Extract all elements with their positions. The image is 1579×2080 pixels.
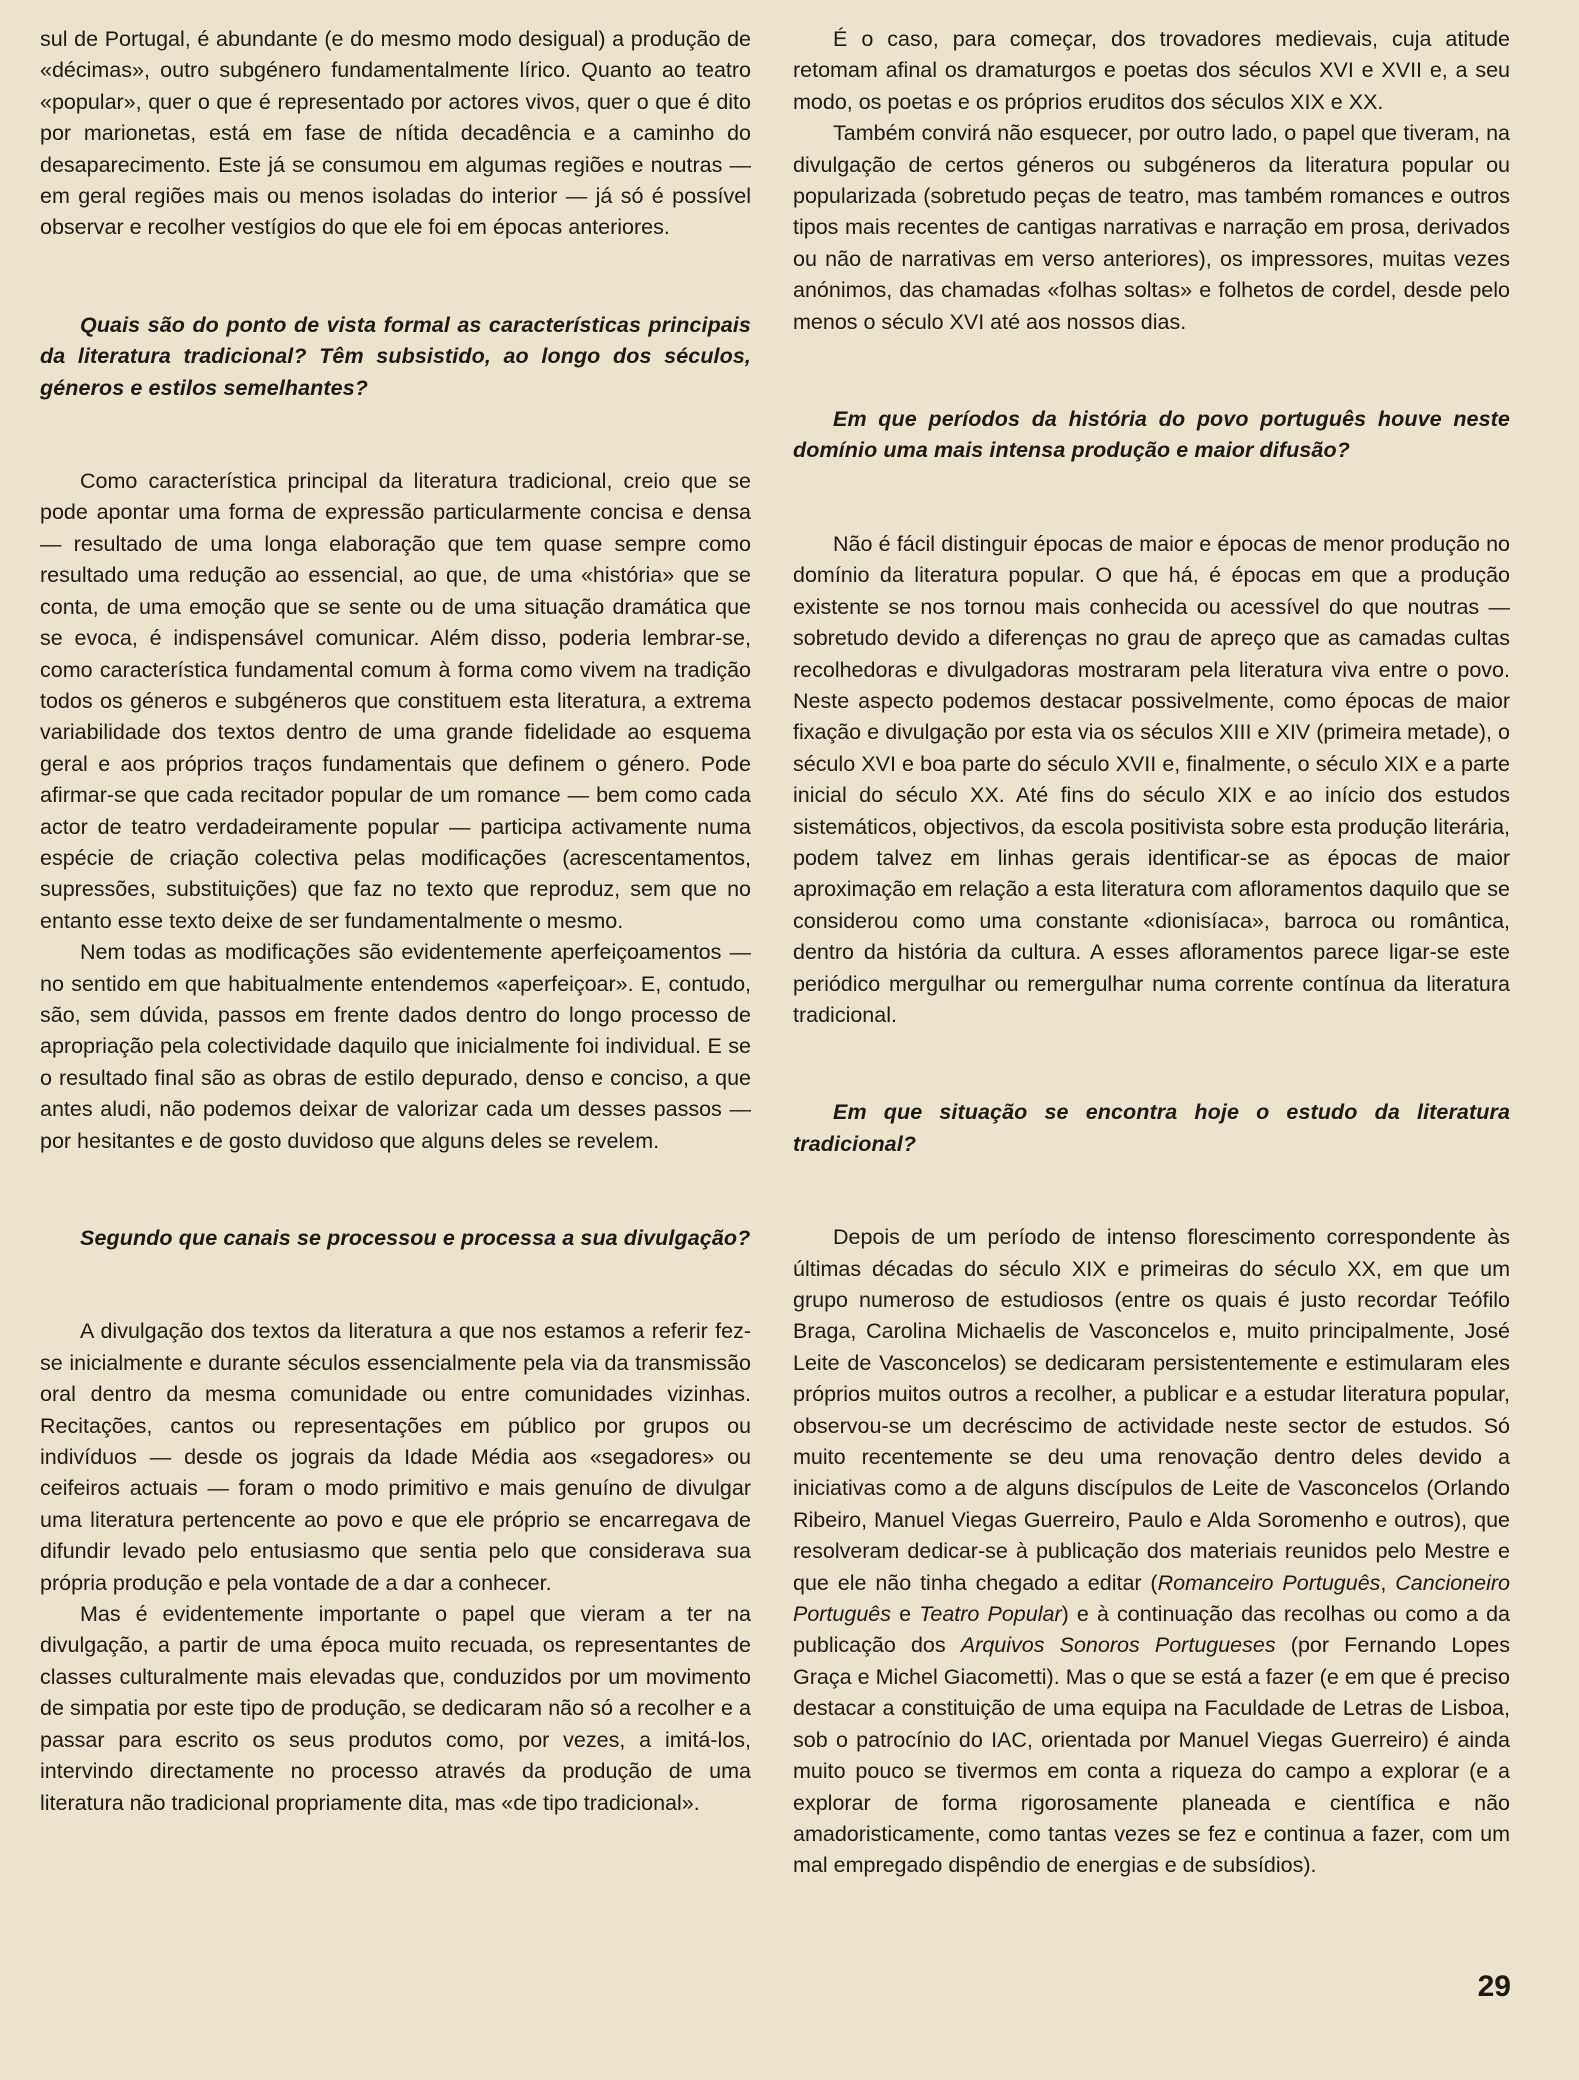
interview-question: Em que situação se encontra hoje o estudo da literatura tradicional? [793, 1100, 1510, 1156]
spacer [40, 1157, 751, 1223]
body-paragraph: Mas é evidentemente importante o papel que vieram a ter na divulgação, a partir de uma época muito recuada, os representantes de classes culturalmente mais elevadas que, conduzidos por um movimento de simpatia por este tipo de produção, se dedicaram não só a recolher e a passar para escrito os seus produtos como, por vezes, a imitá-los, intervindo directamente no processo através da produção de uma literatura não tradicional propriamente dita, mas «de tipo tradicional». [40, 1602, 751, 1815]
work-title: Arquivos Sonoros Portugueses [960, 1633, 1276, 1658]
page-number: 29 [1477, 1970, 1511, 2003]
body-paragraph [793, 1222, 1510, 1882]
body-paragraph: A divulgação dos textos da literatura a que nos estamos a referir fez-se inicialmente e durante séculos essencialmente pela via da transmissão oral dentro da mesma comunidade ou entre comunidades vizinhas. Recitações, cantos ou representações em público por grupos ou indivíduos — desde os jograis da Idade Média aos «segadores» ou ceifeiros actuais — foram o modo primitivo e mais genuíno de divulgar uma literatura pertencente ao povo e que ele próprio se encarregava de difundir levado pelo entusiasmo que sentia pelo que considerava sua própria produção e pela vontade de a dar a conhecer. [40, 1319, 751, 1595]
body-paragraph: sul de Portugal, é abundante (e do mesmo modo desigual) a produção de «décimas», outro subgénero fundamentalmente lírico. Quanto ao teatro «popular», quer o que é representado por actores vivos, quer o que é dito por marionetas, está em fase de nítida decadência e a caminho do desaparecimento. Este já se consumou em algumas regiões e noutras — em geral regiões mais ou menos isoladas do interior — já só é possível observar e recolher vestígios do que ele foi em épocas anteriores. [40, 27, 751, 240]
paragraph-text: ) e à continuação das recolhas ou como a da publicação dos [793, 1602, 1510, 1658]
work-title: Teatro Popular [919, 1602, 1062, 1627]
interview-question: Quais são do ponto de vista formal as características principais da literatura tradicional? Têm subsistido, ao longo dos séculos, géneros e estilos semelhantes? [40, 312, 751, 400]
right-column [793, 24, 1510, 1882]
interview-question: Segundo que canais se processou e processa a sua divulgação? [80, 1226, 751, 1250]
paragraph-text: (por Fernando Lopes Graça e Michel Giacometti). Mas o que se está a fazer (e em que é preciso destacar a constituição de uma equipa na Faculdade de Letras de Lisboa, sob o patrocínio do IAC, orientada por Manuel Viegas Guerreiro) é ainda muito pouco se tivermos em conta a riqueza do campo a explorar (e a explorar de forma rigorosamente planeada e científica e não amadoristicamente, como tantas vezes se fez e continua a fazer, com um mal empregado dispêndio de energias e de subsídios). [793, 1633, 1510, 1878]
work-title: Romanceiro Português [1157, 1570, 1381, 1595]
body-paragraph: Nem todas as modificações são evidentemente aperfeiçoamentos — no sentido em que habitualmente entendemos «aperfeiçoar». E, contudo, são, sem dúvida, passos em frente dados dentro do longo processo de apropriação pela colectividade daquilo que inicialmente foi individual. E se o resultado final são as obras de estilo depurado, denso e conciso, a que antes aludi, não podemos deixar de valorizar cada um desses passos — por hesitantes e de gosto duvidoso que alguns deles se revelem. [40, 940, 751, 1153]
spacer [793, 338, 1510, 404]
paragraph-text: Depois de um período de intenso florescimento correspondente às últimas décadas do século XIX e primeiras do século XX, em que um grupo numeroso de estudiosos (entre os quais é justo recordar Teófilo Braga, Carolina Michaelis de Vasconcelos e, muito principalmente, José Leite de Vasconcelos) se dedicaram persistentemente e estimularam eles próprios muitos outros a recolher, a publicar e a estudar literatura popular, observou-se um decréscimo de actividade neste sector de estudos. Só muito recentemente se deu uma renovação dentro deles devido a iniciativas como a de alguns discípulos de Leite de Vasconcelos (Orlando Ribeiro, Manuel Viegas Guerreiro, Paulo e Alda Soromenho e outros), que resolveram dedicar-se à publicação dos materiais reunidos pelo Mestre e que ele não tinha chegado a editar ( [793, 1225, 1510, 1595]
body-paragraph: É o caso, para começar, dos trovadores medievais, cuja atitude retomam afinal os dramaturgos e poetas dos séculos XVI e XVII e, a seu modo, os poetas e os próprios eruditos dos séculos XIX e XX. [793, 27, 1510, 114]
spacer [40, 404, 751, 466]
spacer [40, 244, 751, 310]
spacer [40, 1254, 751, 1316]
spacer [793, 1160, 1510, 1222]
body-paragraph: Como característica principal da literatura tradicional, creio que se pode apontar uma forma de expressão particularmente concisa e densa — resultado de uma longa elaboração que tem quase sempre como resultado uma redução ao essencial, ao que, de uma «história» que se conta, de uma emoção que se sente ou de uma situação dramática que se evoca, é indispensável comunicar. Além disso, poderia lembrar-se, como característica fundamental comum à forma como vivem na tradição todos os géneros e subgéneros que constituem esta literatura, a extrema variabilidade dos textos dentro de uma grande fidelidade ao esquema geral e aos próprios traços fundamentais que definem o género. Pode afirmar-se que cada recitador popular de um romance — bem como cada actor de teatro verdadeiramente popular — participa activamente numa espécie de criação colectiva pelas modificações (acrescentamentos, supressões, substituições) que faz no texto que reproduz, sem que no entanto esse texto deixe de ser fundamentalmente o mesmo. [40, 469, 751, 933]
work-title: Cancioneiro Português [793, 1570, 1510, 1627]
left-column [40, 24, 751, 1819]
body-paragraph: Também convirá não esquecer, por outro lado, o papel que tiveram, na divulgação de certos géneros ou subgéneros da literatura popular ou popularizada (sobretudo peças de teatro, mas também romances e outros tipos mais recentes de cantigas narrativas e narração em prosa, derivados ou não de narrativas em verso anteriores), os impressores, muitas vezes anónimos, das chamadas «folhas soltas» e folhetos de cordel, desde pelo menos o século XVI até aos nossos dias. [793, 121, 1510, 334]
body-paragraph: Não é fácil distinguir épocas de maior e épocas de menor produção no domínio da literatura popular. O que há, é épocas em que a produção existente se nos tornou mais conhecida ou acessível do que noutras — sobretudo devido a diferenças no grau de apreço que as camadas cultas recolhedoras e divulgadoras mostraram pela literatura viva entre o povo. Neste aspecto podemos destacar possivelmente, como épocas de maior fixação e divulgação por esta via os séculos XIII e XIV (primeira metade), o século XVI e boa parte do século XVII e, finalmente, o século XIX e a parte inicial do século XX. Até fins do século XIX e ao início dos estudos sistemáticos, objectivos, da escola positivista sobre esta produção literária, podem talvez em linhas gerais identificar-se as épocas de maior aproximação em relação a esta literatura com afloramentos daquilo que se considerou como uma constante «dionisíaca», barroca ou romântica, dentro da história da cultura. A esses afloramentos parece ligar-se este periódico mergulhar ou remergulhar numa corrente contínua da literatura tradicional. [793, 531, 1510, 1027]
spacer [793, 1031, 1510, 1097]
spacer [793, 467, 1510, 529]
paragraph-text: e [891, 1602, 920, 1627]
interview-question: Em que períodos da história do povo português houve neste domínio uma mais intensa produção e maior difusão? [793, 407, 1510, 463]
paragraph-text: , [1380, 1570, 1396, 1595]
